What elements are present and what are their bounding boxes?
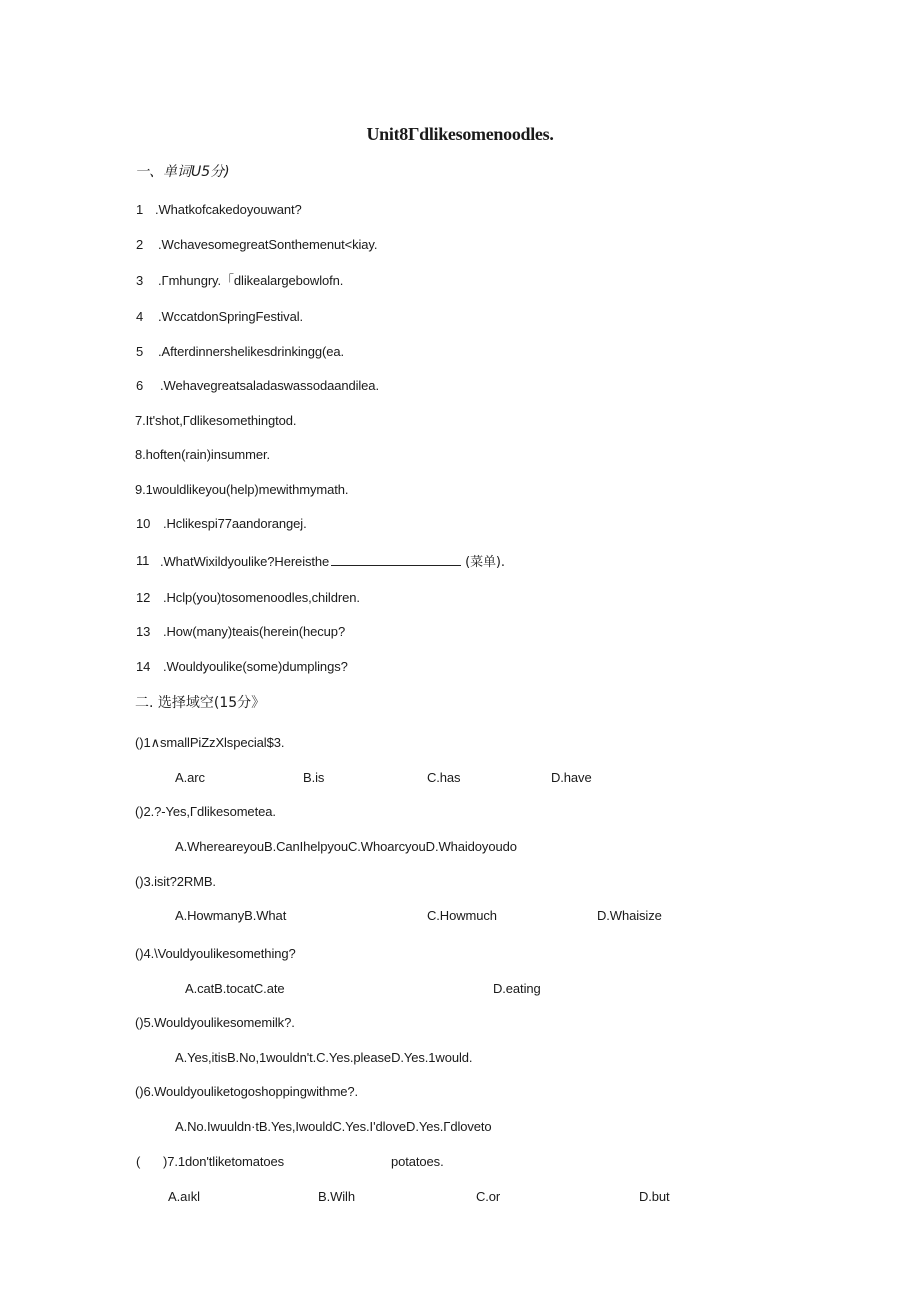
item-11-text: .WhatWixildyoulike?Hereisthe [160,554,330,569]
question-4-stem: ()4.\Vouldyoulikesomething? [135,946,296,961]
question-1-stem: ()1∧smallPiZzXlspecial$3. [135,735,285,750]
question-5-options[interactable]: A.Yes,itisB.No,1wouldn't.C.Yes.pleaseD.Yes.1would. [175,1050,473,1065]
item-1-text: .Whatkofcakedoyouwant? [155,202,302,217]
question-1-option-d[interactable]: D.have [551,770,592,785]
item-6-text: .Wehavegreatsaladaswassodaandilea. [160,378,379,393]
item-4-text: .WccatdonSpringFestival. [158,309,303,324]
question-3-option-c[interactable]: C.Howmuch [427,908,497,923]
question-7-option-b[interactable]: B.Wilh [318,1189,355,1204]
item-3-text: .Γmhungry.「dlikealargebowlofn. [158,273,344,288]
item-11-line [160,553,505,571]
item-9-text: 9.1wouldlikeyou(help)mewithmymath. [135,482,349,497]
item-14-text: .Wouldyoulike(some)dumplings? [163,659,348,674]
item-10-text: .Hclikespi77aandorangej. [163,516,307,531]
question-7-option-d[interactable]: D.but [639,1189,670,1204]
item-14-number: 14 [136,659,151,674]
item-13-text: .How(many)teais(herein(hecup? [163,624,346,639]
page-title: Unit8Γdlikesomenoodles. [366,124,554,144]
question-7-stem: )7.1don'tliketomatoes [163,1154,285,1169]
question-7-paren: ( [136,1154,141,1169]
question-7-tail: potatoes. [391,1154,444,1169]
question-5-stem: ()5.Wouldyoulikesomemilk?. [135,1015,295,1030]
item-3-number: 3 [136,273,144,288]
item-4-number: 4 [136,309,144,324]
answer-blank[interactable] [331,553,461,566]
question-7-option-a[interactable]: A.aıkl [168,1189,200,1204]
item-11-number: 11 [136,553,150,568]
question-4-options-abc[interactable]: A.catB.tocatC.ate [185,981,285,996]
section-1-heading: 一、单词U5分) [135,164,230,180]
item-1-number: 1 [136,202,144,217]
question-6-options[interactable]: A.No.Iwuuldn·tB.Yes,IwouldC.Yes.I'dloveD.Yes.Γdloveto [175,1119,492,1134]
question-3-options-ab[interactable]: A.HowmanyB.What [175,908,287,923]
item-7-text: 7.It'shot,Γdlikesomethingtod. [135,413,297,428]
item-2-text: .WchavesomegreatSonthemenut<kiay. [158,237,378,252]
item-12-number: 12 [136,590,151,605]
question-3-stem: ()3.isit?2RMB. [135,874,216,889]
question-2-stem: ()2.?-Yes,Γdlikesometea. [135,804,276,819]
question-1-option-b[interactable]: B.is [303,770,325,785]
item-10-number: 10 [136,516,151,531]
section-2-heading: 二. 选择域空(15分》 [135,695,266,711]
question-3-option-d[interactable]: D.Whaisize [597,908,662,923]
item-12-text: .Hclp(you)tosomenoodles,children. [163,590,360,605]
item-6-number: 6 [136,378,144,393]
question-2-options[interactable]: A.WhereareyouB.CanIhelpyouC.WhoarcyouD.Whaidoyoudo [175,839,517,854]
item-8-text: 8.hoften(rain)insummer. [135,447,270,462]
question-7-option-c[interactable]: C.or [476,1189,501,1204]
question-4-option-d[interactable]: D.eating [493,981,541,996]
item-11-hint: (菜单). [465,555,505,570]
item-13-number: 13 [136,624,151,639]
question-1-option-a[interactable]: A.arc [175,770,205,785]
item-2-number: 2 [136,237,144,252]
question-6-stem: ()6.Wouldyouliketogoshoppingwithme?. [135,1084,359,1099]
question-1-option-c[interactable]: C.has [427,770,461,785]
item-5-text: .Afterdinnershelikesdrinkingg(ea. [158,344,345,359]
item-5-number: 5 [136,344,144,359]
